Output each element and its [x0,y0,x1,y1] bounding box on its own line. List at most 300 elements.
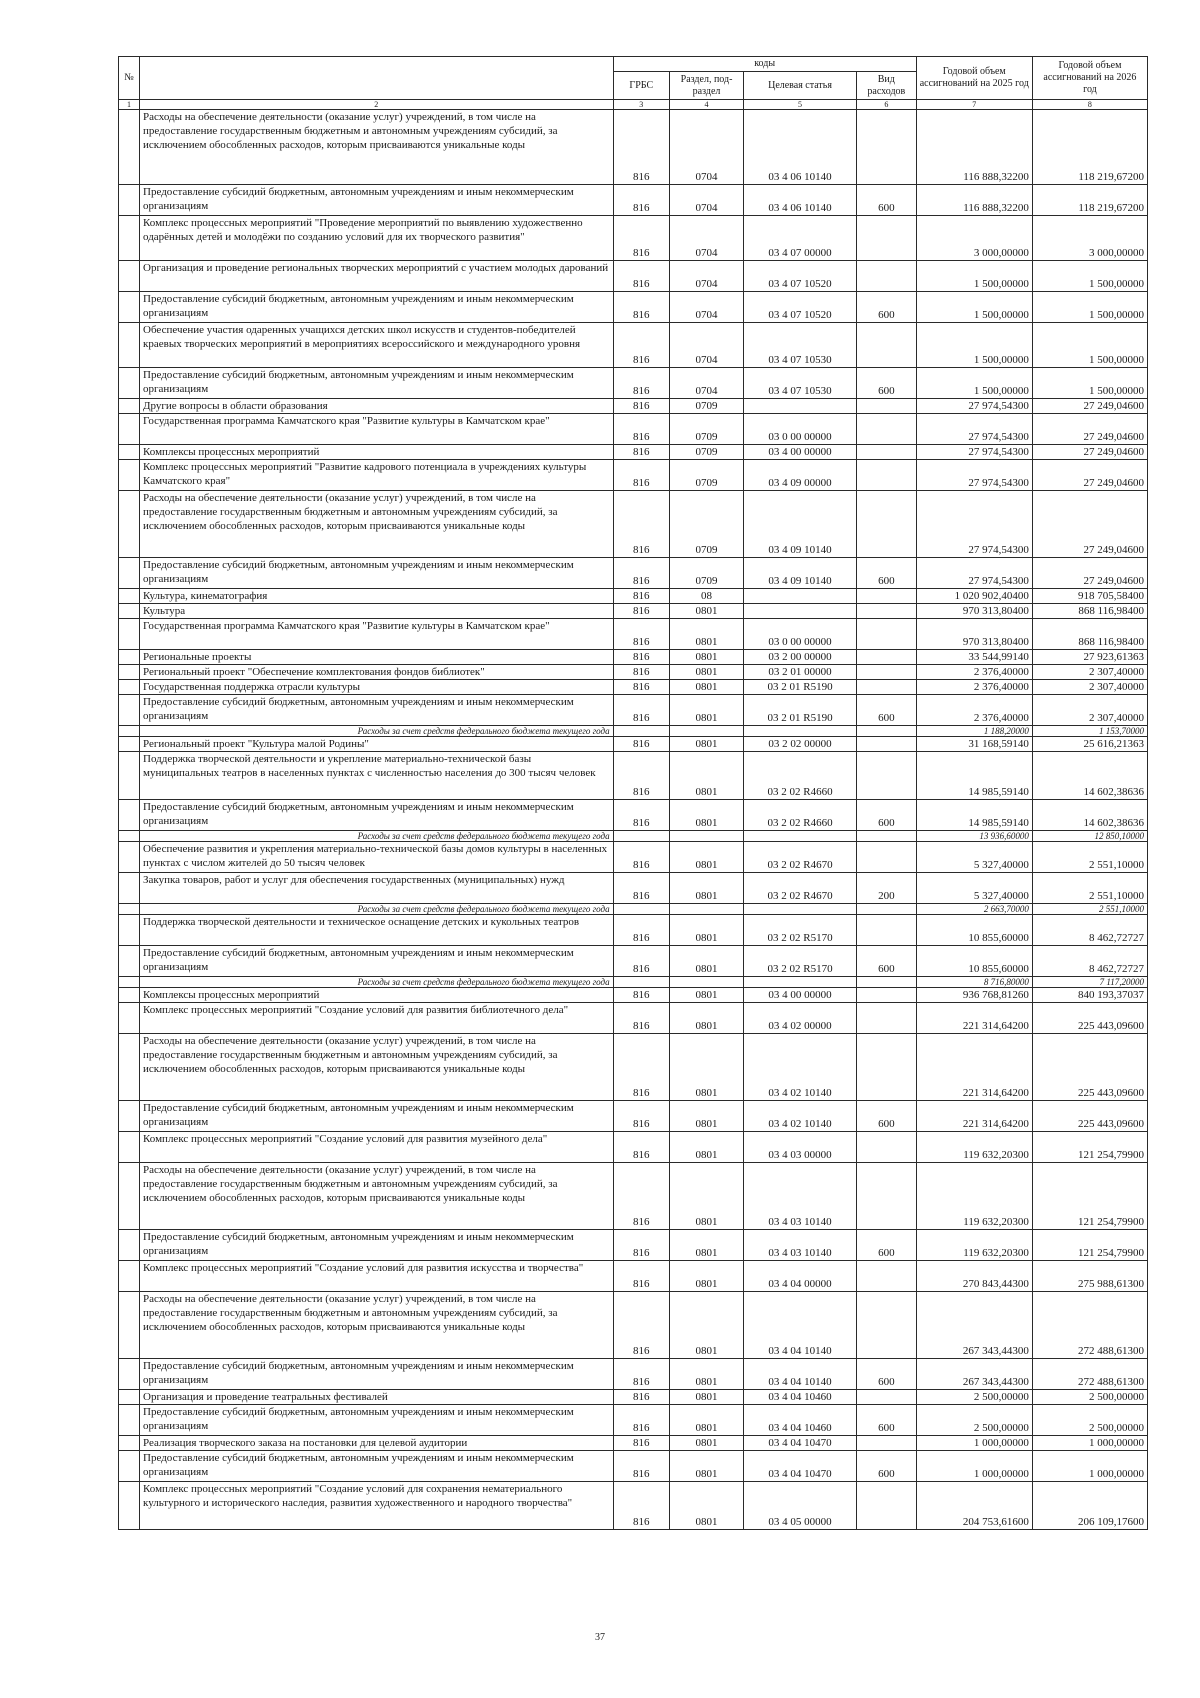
row-number [119,1230,140,1261]
row-name: Расходы за счет средств федерального бюджета текущего года [140,831,614,842]
row-name: Расходы на обеспечение деятельности (оказание услуг) учреждений, в том числе на предоставление государственным бюджетным и автономным учреждениям субсидий, за исключением обособленных расходов, которым присваиваются уникальные коды [140,1034,614,1101]
row-name: Государственная программа Камчатского края "Развитие культуры в Камчатском крае" [140,414,614,445]
row-number [119,1451,140,1482]
row-kind: 600 [856,1101,916,1132]
row-amount-2025: 116 888,32200 [916,185,1032,216]
row-amount-2025: 1 500,00000 [916,368,1032,399]
row-number [119,604,140,619]
row-grbs: 816 [613,1261,669,1292]
row-target: 03 4 02 10140 [744,1101,857,1132]
row-amount-2025: 27 974,54300 [916,414,1032,445]
row-grbs: 816 [613,1482,669,1530]
row-number [119,491,140,558]
row-section: 0801 [669,604,743,619]
table-row [119,977,1148,988]
row-target [744,726,857,737]
row-kind [856,216,916,261]
row-section [669,831,743,842]
row-target: 03 4 04 10470 [744,1436,857,1451]
row-name: Предоставление субсидий бюджетным, автономным учреждениям и иным некоммерческим организациям [140,368,614,399]
table-row [119,650,1148,665]
row-amount-2026: 1 000,00000 [1032,1451,1147,1482]
row-section [669,726,743,737]
row-grbs: 816 [613,1034,669,1101]
row-name: Поддержка творческой деятельности и техническое оснащение детских и кукольных театров [140,915,614,946]
colnum: 5 [744,100,857,110]
row-section: 0704 [669,110,743,185]
row-grbs: 816 [613,558,669,589]
row-section: 0801 [669,1132,743,1163]
table-row [119,1003,1148,1034]
table-row [119,752,1148,800]
row-name: Обеспечение развития и укрепления материально-технической базы домов культуры в населенных пунктах с числом жителей до 50 тысяч человек [140,842,614,873]
row-number [119,831,140,842]
row-amount-2025: 8 716,80000 [916,977,1032,988]
row-amount-2026: 12 850,10000 [1032,831,1147,842]
row-number [119,261,140,292]
row-target: 03 0 00 00000 [744,414,857,445]
page-number: 37 [595,1632,605,1643]
row-number [119,460,140,491]
row-name: Предоставление субсидий бюджетным, автономным учреждениям и иным некоммерческим организациям [140,946,614,977]
table-body [119,110,1148,1530]
row-grbs: 816 [613,680,669,695]
row-amount-2025: 1 000,00000 [916,1436,1032,1451]
row-grbs: 816 [613,445,669,460]
row-number [119,1482,140,1530]
row-section: 0801 [669,946,743,977]
row-amount-2026: 272 488,61300 [1032,1292,1147,1359]
row-kind [856,1390,916,1405]
row-number [119,399,140,414]
row-amount-2026: 2 500,00000 [1032,1390,1147,1405]
row-amount-2026: 3 000,00000 [1032,216,1147,261]
row-amount-2026: 868 116,98400 [1032,604,1147,619]
row-amount-2025: 936 768,81260 [916,988,1032,1003]
row-target [744,589,857,604]
row-amount-2025: 2 663,70000 [916,904,1032,915]
table-row [119,604,1148,619]
row-amount-2026: 27 249,04600 [1032,460,1147,491]
row-grbs: 816 [613,619,669,650]
row-kind [856,665,916,680]
table-row [119,445,1148,460]
row-amount-2025: 13 936,60000 [916,831,1032,842]
row-amount-2026: 121 254,79900 [1032,1132,1147,1163]
row-grbs: 816 [613,915,669,946]
row-name: Культура [140,604,614,619]
row-name: Предоставление субсидий бюджетным, автономным учреждениям и иным некоммерческим организациям [140,1359,614,1390]
row-target: 03 4 06 10140 [744,110,857,185]
row-section [669,904,743,915]
row-target: 03 4 06 10140 [744,185,857,216]
header-num: № [119,57,140,100]
row-amount-2025: 221 314,64200 [916,1034,1032,1101]
row-section: 0801 [669,752,743,800]
row-target: 03 4 02 00000 [744,1003,857,1034]
row-number [119,414,140,445]
row-kind [856,726,916,737]
table-row [119,414,1148,445]
table-row [119,292,1148,323]
row-number [119,1132,140,1163]
row-amount-2025: 10 855,60000 [916,915,1032,946]
row-amount-2025: 221 314,64200 [916,1003,1032,1034]
table-row [119,1163,1148,1230]
row-amount-2026: 1 500,00000 [1032,261,1147,292]
row-kind: 600 [856,1230,916,1261]
row-name: Расходы за счет средств федерального бюджета текущего года [140,726,614,737]
row-amount-2025: 14 985,59140 [916,800,1032,831]
row-kind: 200 [856,873,916,904]
row-number [119,589,140,604]
row-amount-2026: 1 500,00000 [1032,323,1147,368]
row-amount-2025: 10 855,60000 [916,946,1032,977]
row-target: 03 4 03 10140 [744,1163,857,1230]
row-amount-2026: 272 488,61300 [1032,1359,1147,1390]
row-amount-2025: 119 632,20300 [916,1230,1032,1261]
row-amount-2025: 267 343,44300 [916,1292,1032,1359]
row-section: 0801 [669,650,743,665]
row-section: 08 [669,589,743,604]
row-amount-2026: 118 219,67200 [1032,110,1147,185]
colnum: 8 [1032,100,1147,110]
row-target [744,977,857,988]
colnum: 3 [613,100,669,110]
row-kind [856,110,916,185]
row-amount-2025: 119 632,20300 [916,1163,1032,1230]
row-amount-2025: 267 343,44300 [916,1359,1032,1390]
table-row [119,1230,1148,1261]
row-amount-2025: 116 888,32200 [916,110,1032,185]
row-number [119,873,140,904]
row-amount-2025: 5 327,40000 [916,842,1032,873]
table-row [119,665,1148,680]
row-kind [856,737,916,752]
row-number [119,1405,140,1436]
row-section: 0801 [669,873,743,904]
row-name: Комплекс процессных мероприятий "Создание условий для развития искусства и творчества" [140,1261,614,1292]
row-target: 03 4 04 10460 [744,1405,857,1436]
row-section: 0801 [669,695,743,726]
row-number [119,1163,140,1230]
row-grbs [613,977,669,988]
row-section: 0801 [669,1261,743,1292]
row-grbs: 816 [613,1451,669,1482]
row-section: 0704 [669,292,743,323]
table-row [119,1482,1148,1530]
row-amount-2026: 8 462,72727 [1032,946,1147,977]
row-target: 03 2 02 R4660 [744,752,857,800]
row-amount-2026: 1 500,00000 [1032,292,1147,323]
row-kind: 600 [856,1405,916,1436]
row-kind [856,399,916,414]
row-number [119,1261,140,1292]
table-row [119,737,1148,752]
row-target: 03 4 02 10140 [744,1034,857,1101]
row-target [744,399,857,414]
row-target: 03 2 01 00000 [744,665,857,680]
row-amount-2026: 27 249,04600 [1032,445,1147,460]
table-row [119,216,1148,261]
row-name: Комплекс процессных мероприятий "Создание условий для развития библиотечного дела" [140,1003,614,1034]
row-target: 03 4 07 10520 [744,261,857,292]
row-section: 0709 [669,491,743,558]
row-kind: 600 [856,368,916,399]
row-number [119,650,140,665]
row-grbs: 816 [613,261,669,292]
row-grbs: 816 [613,110,669,185]
row-grbs: 816 [613,988,669,1003]
row-target: 03 4 09 10140 [744,558,857,589]
row-amount-2026: 27 249,04600 [1032,491,1147,558]
row-kind: 600 [856,1359,916,1390]
row-number [119,737,140,752]
table-row [119,185,1148,216]
row-kind [856,460,916,491]
table-row [119,110,1148,185]
row-kind [856,680,916,695]
row-section: 0704 [669,185,743,216]
row-amount-2025: 27 974,54300 [916,558,1032,589]
table-row [119,323,1148,368]
row-kind [856,323,916,368]
row-amount-2026: 27 923,61363 [1032,650,1147,665]
row-grbs: 816 [613,399,669,414]
row-amount-2026: 1 000,00000 [1032,1436,1147,1451]
table-row [119,726,1148,737]
row-section: 0704 [669,323,743,368]
row-target: 03 4 03 00000 [744,1132,857,1163]
row-grbs: 816 [613,665,669,680]
row-section: 0801 [669,1101,743,1132]
row-section: 0801 [669,619,743,650]
row-name: Расходы на обеспечение деятельности (оказание услуг) учреждений, в том числе на предоставление государственным бюджетным и автономным учреждениям субсидий, за исключением обособленных расходов, которым присваиваются уникальные коды [140,491,614,558]
row-target: 03 0 00 00000 [744,619,857,650]
row-number [119,1003,140,1034]
table-row [119,491,1148,558]
table-row [119,1132,1148,1163]
row-target: 03 2 02 R4670 [744,842,857,873]
row-target [744,604,857,619]
row-name: Комплекс процессных мероприятий "Создание условий для сохранения нематериального культурного и исторического наследия, развития художественного и народного творчества" [140,1482,614,1530]
row-name: Государственная программа Камчатского края "Развитие культуры в Камчатском крае" [140,619,614,650]
row-section: 0801 [669,1230,743,1261]
table-row [119,1292,1148,1359]
table-row [119,399,1148,414]
row-name: Комплекс процессных мероприятий "Проведение мероприятий по выявлению художественно одарённых детей и молодёжи по созданию условий для их творческого развития" [140,216,614,261]
table-row [119,1390,1148,1405]
row-kind [856,1163,916,1230]
row-name: Предоставление субсидий бюджетным, автономным учреждениям и иным некоммерческим организациям [140,185,614,216]
row-amount-2025: 1 020 902,40400 [916,589,1032,604]
row-name: Расходы за счет средств федерального бюджета текущего года [140,904,614,915]
row-amount-2025: 27 974,54300 [916,399,1032,414]
row-amount-2025: 119 632,20300 [916,1132,1032,1163]
row-amount-2026: 840 193,37037 [1032,988,1147,1003]
row-number [119,185,140,216]
row-amount-2025: 3 000,00000 [916,216,1032,261]
row-name: Предоставление субсидий бюджетным, автономным учреждениям и иным некоммерческим организациям [140,1230,614,1261]
row-kind [856,650,916,665]
table-row [119,904,1148,915]
row-target: 03 2 02 00000 [744,737,857,752]
row-number [119,1390,140,1405]
row-section: 0801 [669,1163,743,1230]
row-amount-2026: 25 616,21363 [1032,737,1147,752]
row-amount-2025: 204 753,61600 [916,1482,1032,1530]
row-section: 0801 [669,1390,743,1405]
budget-table-sheet [118,56,1148,1530]
row-amount-2026: 275 988,61300 [1032,1261,1147,1292]
table-row [119,873,1148,904]
row-kind [856,842,916,873]
row-target: 03 4 04 10470 [744,1451,857,1482]
row-number [119,665,140,680]
row-kind [856,1003,916,1034]
row-kind [856,491,916,558]
colnum: 7 [916,100,1032,110]
row-section: 0801 [669,1436,743,1451]
row-kind [856,445,916,460]
row-amount-2025: 5 327,40000 [916,873,1032,904]
row-amount-2026: 121 254,79900 [1032,1163,1147,1230]
row-amount-2026: 2 551,10000 [1032,904,1147,915]
row-amount-2025: 27 974,54300 [916,460,1032,491]
row-target: 03 2 02 R4660 [744,800,857,831]
row-name: Предоставление субсидий бюджетным, автономным учреждениям и иным некоммерческим организациям [140,292,614,323]
row-amount-2026: 121 254,79900 [1032,1230,1147,1261]
row-kind: 600 [856,946,916,977]
table-row [119,988,1148,1003]
row-grbs: 816 [613,1003,669,1034]
row-target: 03 4 00 00000 [744,445,857,460]
row-number [119,110,140,185]
row-amount-2026: 868 116,98400 [1032,619,1147,650]
row-number [119,1292,140,1359]
row-grbs: 816 [613,292,669,323]
row-target: 03 2 01 R5190 [744,680,857,695]
row-section: 0801 [669,680,743,695]
row-name: Расходы на обеспечение деятельности (оказание услуг) учреждений, в том числе на предоставление государственным бюджетным и автономным учреждениям субсидий, за исключением обособленных расходов, которым присваиваются уникальные коды [140,110,614,185]
table-row [119,619,1148,650]
header-grbs: ГРБС [613,72,669,100]
table-row [119,946,1148,977]
row-name: Региональные проекты [140,650,614,665]
row-section: 0709 [669,414,743,445]
row-grbs: 816 [613,491,669,558]
row-number [119,800,140,831]
row-section [669,977,743,988]
row-number [119,445,140,460]
row-section: 0709 [669,558,743,589]
row-grbs: 816 [613,414,669,445]
table-row [119,460,1148,491]
row-grbs: 816 [613,1436,669,1451]
row-amount-2026: 14 602,38636 [1032,800,1147,831]
row-grbs: 816 [613,1101,669,1132]
row-target: 03 4 04 00000 [744,1261,857,1292]
row-grbs [613,726,669,737]
row-name: Региональный проект "Культура малой Родины" [140,737,614,752]
row-kind [856,1436,916,1451]
table-row [119,1359,1148,1390]
row-amount-2025: 27 974,54300 [916,445,1032,460]
row-amount-2025: 1 500,00000 [916,292,1032,323]
row-section: 0801 [669,1482,743,1530]
row-section: 0801 [669,665,743,680]
row-section: 0801 [669,1034,743,1101]
row-amount-2026: 2 307,40000 [1032,695,1147,726]
row-amount-2026: 1 153,70000 [1032,726,1147,737]
table-row [119,680,1148,695]
row-grbs: 816 [613,695,669,726]
row-amount-2026: 27 249,04600 [1032,399,1147,414]
row-amount-2025: 270 843,44300 [916,1261,1032,1292]
row-name: Комплекс процессных мероприятий "Создание условий для развития музейного дела" [140,1132,614,1163]
row-amount-2026: 2 307,40000 [1032,680,1147,695]
row-name: Предоставление субсидий бюджетным, автономным учреждениям и иным некоммерческим организациям [140,558,614,589]
row-target: 03 2 02 R5170 [744,915,857,946]
row-amount-2025: 221 314,64200 [916,1101,1032,1132]
row-grbs: 816 [613,589,669,604]
table-row [119,368,1148,399]
row-target: 03 4 07 10520 [744,292,857,323]
row-section: 0801 [669,915,743,946]
row-name: Предоставление субсидий бюджетным, автономным учреждениям и иным некоммерческим организациям [140,1451,614,1482]
budget-table [118,56,1148,1530]
row-number [119,752,140,800]
table-row [119,831,1148,842]
header-section: Раздел, под-раздел [669,72,743,100]
row-kind [856,1292,916,1359]
table-row [119,695,1148,726]
colnum: 6 [856,100,916,110]
row-name: Комплексы процессных мероприятий [140,988,614,1003]
row-name: Расходы за счет средств федерального бюджета текущего года [140,977,614,988]
row-target: 03 4 03 10140 [744,1230,857,1261]
row-number [119,842,140,873]
row-target: 03 4 09 00000 [744,460,857,491]
row-kind [856,915,916,946]
row-grbs: 816 [613,800,669,831]
header-target: Целевая статья [744,72,857,100]
row-name: Предоставление субсидий бюджетным, автономным учреждениям и иным некоммерческим организациям [140,695,614,726]
row-amount-2025: 2 500,00000 [916,1405,1032,1436]
row-amount-2026: 14 602,38636 [1032,752,1147,800]
row-target: 03 4 05 00000 [744,1482,857,1530]
row-number [119,1101,140,1132]
row-amount-2026: 8 462,72727 [1032,915,1147,946]
row-kind: 600 [856,185,916,216]
row-amount-2025: 1 500,00000 [916,261,1032,292]
row-number [119,977,140,988]
row-section: 0801 [669,737,743,752]
row-number [119,292,140,323]
row-kind [856,619,916,650]
row-kind [856,977,916,988]
row-number [119,368,140,399]
row-target [744,904,857,915]
table-row [119,800,1148,831]
row-target: 03 2 00 00000 [744,650,857,665]
row-number [119,988,140,1003]
row-kind [856,1132,916,1163]
row-grbs: 816 [613,460,669,491]
row-kind [856,752,916,800]
row-grbs: 816 [613,1359,669,1390]
table-row [119,261,1148,292]
